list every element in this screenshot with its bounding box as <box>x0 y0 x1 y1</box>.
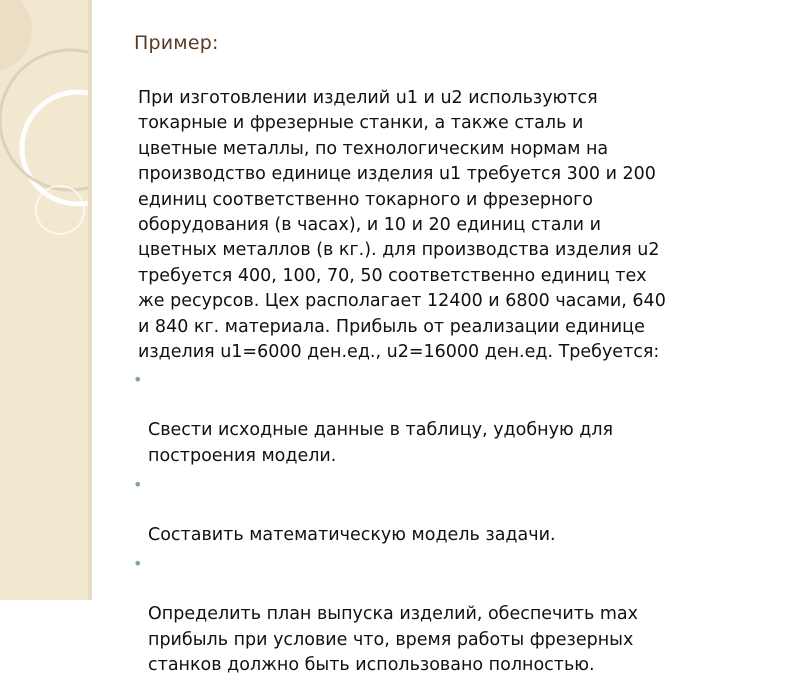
bullet-icon: • <box>133 370 143 390</box>
list-item <box>133 367 778 469</box>
bullet-icon: • <box>133 554 143 574</box>
list-item <box>133 472 778 548</box>
list-item-text: Составить математическую модель задачи. <box>148 524 556 545</box>
decorative-circles-graphic <box>0 0 88 600</box>
slide-title: Пример: <box>134 32 219 54</box>
problem-statement: При изготовлении изделий u1 и u2 используются токарные и фрезерные станки, а также сталь и цветные металлы, по технологическим нормам на производство единице изделия u1 требуется 300 и 200 единиц соответственно токарного и фрезерного оборудования (в часах), и 10 и 20 единиц стали и цветных металлов (в кг.). для производства изделия u2 требуется 400, 100, 70, 50 соответственно единиц тех же ресурсов. Цех располагает 12400 и 6800 часами, 640 и 840 кг. материала. Прибыль от реализации единице изделия u1=6000 ден.ед., u2=16000 ден.ед. Требуется: <box>138 88 666 363</box>
task-list <box>133 367 778 678</box>
bullet-icon: • <box>133 475 143 495</box>
decorative-side-band <box>0 0 88 600</box>
list-item-text: Свести исходные данные в таблицу, удобную для построения модели. <box>148 420 614 466</box>
list-item <box>133 551 778 678</box>
list-item-text: Определить план выпуска изделий, обеспечить max прибыль при условие что, время работы фрезерных станков должно быть использовано полностью. <box>148 604 638 675</box>
vertical-divider <box>88 0 92 600</box>
slide-body <box>133 86 778 681</box>
